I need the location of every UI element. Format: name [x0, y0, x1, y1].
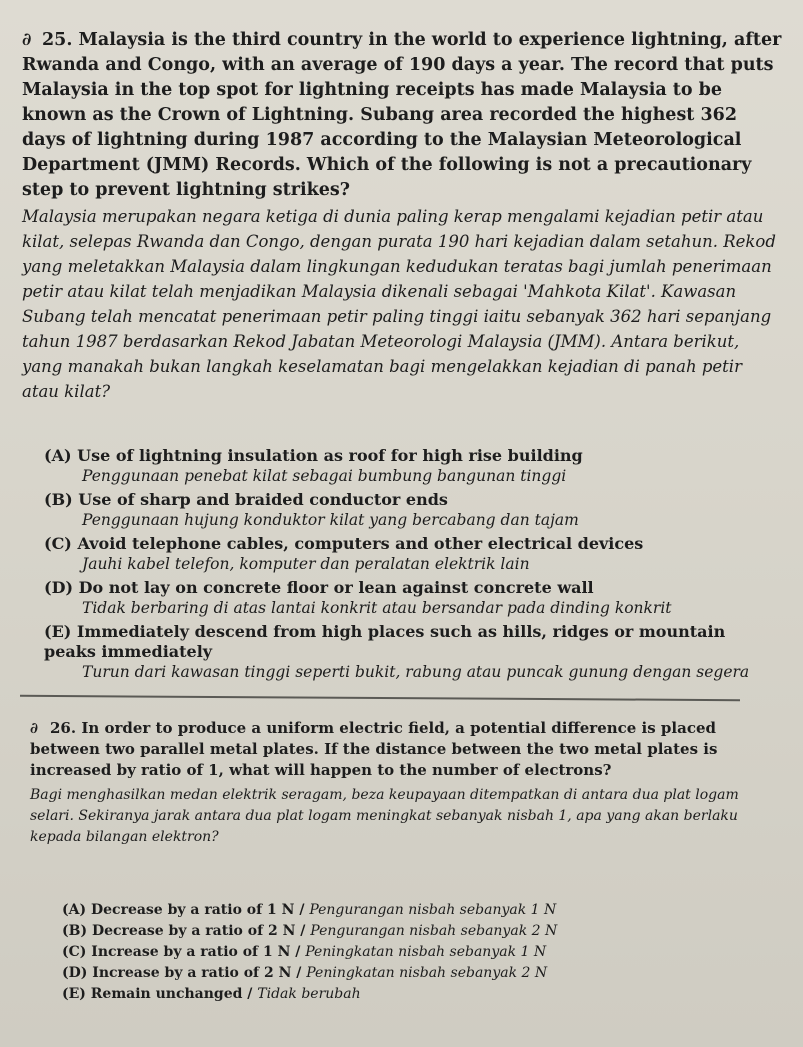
option-separator: / [247, 986, 253, 1002]
option-text-en: Increase by a ratio of 2 N [92, 965, 292, 981]
option-text-ms: Tidak berubah [257, 986, 361, 1002]
option-label: (E) [44, 622, 72, 641]
option-text-ms: Peningkatan nisbah sebanyak 1 N [305, 944, 547, 960]
option-text-en: Use of lightning insulation as roof for high rise building [77, 446, 583, 465]
option-label: (C) [62, 944, 87, 960]
option-separator: / [296, 965, 302, 981]
question-text-en: Malaysia is the third country in the world to experience lightning, after Rwanda and Congo, with an average of 190 days a year. The record that puts Malaysia in the top spot for lightning receipts has made Malaysia to be known as the Crown of Lightning. Subang area recorded the highest 362 days of lightning during 1987 according to the Malaysian Meteorological Department (JMM) Records. Which of the following is not a precautionary step to prevent lightning strikes? [22, 30, 782, 200]
question-number: 26. [50, 719, 77, 737]
option-separator: / [295, 944, 301, 960]
option-label: (A) [62, 902, 87, 918]
question-25-malay: Malaysia merupakan negara ketiga di dunia paling kerap mengalami kejadian petir atau kilat, selepas Rwanda dan Congo, dengan purata 190 hari kejadian dalam setahun. Rekod yang meletakkan Malaysia dalam lingkungan kedudukan teratas bagi jumlah penerimaan petir atau kilat telah menjadikan Malaysia dikenali sebagai 'Mahkota Kilat'. Kawasan Subang telah mencatat penerimaan petir paling tinggi iaitu sebanyak 362 hari sepanjang tahun 1987 berdasarkan Rekod Jabatan Meteorologi Malaysia (JMM). Antara berikut, yang manakah bukan langkah keselamatan bagi mengelakkan kejadian di panah petir atau kilat? [22, 207, 776, 401]
option-separator: / [299, 902, 305, 918]
option-text-en: Decrease by a ratio of 2 N [91, 923, 296, 939]
option-text-ms: Pengurangan nisbah sebanyak 1 N [309, 902, 557, 918]
option-text-ms: Turun dari kawasan tinggi seperti bukit, rabung atau puncak gunung dengan segera [82, 663, 750, 681]
option-label: (E) [62, 986, 86, 1002]
handwritten-mark: ∂ [22, 30, 32, 50]
question-26-options [62, 900, 762, 1005]
option-label: (B) [62, 923, 88, 939]
option-text-en: Decrease by a ratio of 1 N [91, 902, 295, 918]
option-text-en: Immediately descend from high places such as hills, ridges or mountain peaks immediately [44, 622, 726, 661]
question-text-en: In order to produce a uniform electric field, a potential difference is placed between two parallel metal plates. If the distance between the two metal plates is increased by ratio of 1, what will happen to the number of electrons? [30, 719, 718, 779]
option-label: (B) [44, 490, 73, 509]
option-label: (D) [44, 578, 74, 597]
option-label: (D) [62, 965, 88, 981]
option-text-ms: Pengurangan nisbah sebanyak 2 N [310, 923, 558, 939]
option-text-en: Increase by a ratio of 1 N [91, 944, 291, 960]
option-row [62, 921, 762, 942]
option-separator: / [300, 923, 306, 939]
question-25-options [44, 446, 764, 686]
option-label: (C) [44, 534, 72, 553]
option-text-en: Do not lay on concrete floor or lean against concrete wall [78, 578, 594, 597]
option-row [62, 963, 762, 984]
option-text-ms: Penggunaan penebat kilat sebagai bumbung bangunan tinggi [82, 467, 567, 485]
question-number: 25. [42, 30, 73, 50]
option-row [62, 984, 762, 1005]
option-text-ms: Jauhi kabel telefon, komputer dan peralatan elektrik lain [82, 555, 530, 573]
question-25 [22, 28, 782, 203]
question-26-malay: Bagi menghasilkan medan elektrik seragam, beza keupayaan ditempatkan di antara dua plat logam selari. Sekiranya jarak antara dua plat logam meningkat sebanyak nisbah 1, apa yang akan berlaku kepada bilangan elektron? [30, 787, 739, 845]
option-text-ms: Penggunaan hujung konduktor kilat yang bercabang dan tajam [82, 511, 579, 529]
section-divider [20, 695, 740, 701]
option-row [62, 900, 762, 921]
handwritten-mark: ∂ [30, 719, 39, 737]
option-text-en: Avoid telephone cables, computers and other electrical devices [77, 534, 644, 553]
option-label: (A) [44, 446, 72, 465]
option-text-en: Remain unchanged [90, 986, 243, 1002]
option-text-ms: Peningkatan nisbah sebanyak 2 N [306, 965, 548, 981]
option-text-en: Use of sharp and braided conductor ends [78, 490, 448, 509]
question-26 [30, 718, 770, 781]
option-row [62, 942, 762, 963]
option-text-ms: Tidak berbaring di atas lantai konkrit atau bersandar pada dinding konkrit [82, 599, 672, 617]
